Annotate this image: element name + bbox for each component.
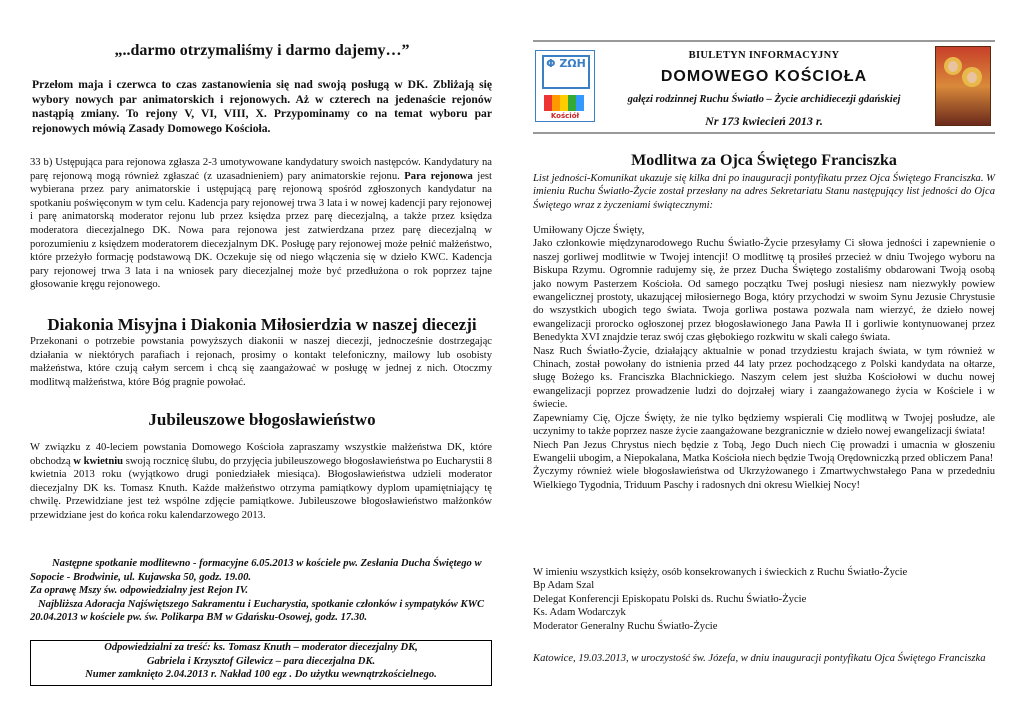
jubileusz-heading: Jubileuszowe błogosławieństwo (148, 410, 376, 429)
prayer-heading: Modlitwa za Ojca Świętego Franciszka (631, 152, 897, 169)
signature-line: Bp Adam Szal (533, 580, 595, 592)
letter-paragraph: Niech Pan Jezus Chrystus niech będzie z Tobą, Jego Duch niech Cię prowadzi i umacnia w głoszeniu Ewangelii ubogim, a Niepokalana, Matka Kościoła niech będzie Twoją Orędowniczką przed obliczem Pana! (533, 439, 995, 464)
editorial-footer (30, 640, 492, 686)
letter-body (533, 224, 995, 492)
footer-closing: Numer zamknięto 2.04.2013 r. Nakład 100 egz . Do użytku wewnątrzkościelnego. (85, 669, 437, 681)
letter-signatures (533, 566, 995, 633)
rule-text-b: jest wybierana przez pary animatorskie i ustępującą parę rejonową spośród zgłoszonych kandydatur na spotkaniu poświęconym w tym celu. Kadencja pary rejonowej trwa 3 lata i w nowej kadencji pary rejonowej i parę animatorską moderator rejonu lub przez księdza przez parę diecezjalną, a także przez księdza moderatora diecezjalnego DK. Nowa para rejonowa jest zatwierdzana przez parę diecezjalną w porozumieniu z księdzem moderatorem diecezjalnym DK. Posługę pary rejonowej może pełnić małżeństwo, które przeżyło formację podstawową DK. Oczekuje się od niego włączenia się w dzieło KWC. Kadencja pary rejonowej trwa 3 lata i na wniosek pary diecezjalnej może być przedłużona o rok poprzez tajne głosowanie kręgu rejonowego. (30, 170, 492, 291)
rule-number: 33 b) (30, 157, 53, 168)
footer-couple: Gabriela i Krzysztof Gilewicz – para diecezjalna DK. (146, 655, 376, 667)
issue-number: Nr 173 kwiecień 2013 r. (705, 114, 823, 128)
letter-paragraph: Zapewniamy Cię, Ojcze Święty, że nie tylko będziemy wspierali Cię modlitwą w Twojej posłudze, ale uczynimy to także poprzez nasze życie zaangażowane bezgranicznie w dzieło nowej ewangelizacji świata! (533, 412, 995, 438)
announcement-mass: Za oprawę Mszy św. odpowiedzialny jest Rejon IV. (30, 585, 249, 597)
right-column (533, 0, 995, 724)
bulletin-subtitle: gałęzi rodzinnej Ruchu Światło – Życie archidiecezji gdańskiej (627, 94, 901, 105)
prayer-intro: List jedności-Komunikat ukazuje się kilka dni po inauguracji pontyfikatu przez Ojca Świętego Franciszka. W imieniu Ruchu Światło-Życie został przesłany na adres Sekretariatu Stanu następujący list jedności do Ojca Świętego wraz z życzeniami świątecznymi: (533, 173, 995, 211)
logo-caption: Kościół (550, 112, 580, 120)
letter-paragraph: Życzymy również wiele błogosławieństwa od Ukrzyżowanego i Zmartwychwstałego Pana w przededniu Wielkiego Tygodnia, Triduum Paschy i radosnych dni okresu Wielkiej Nocy! (533, 466, 995, 491)
left-column (28, 0, 496, 724)
letter-paragraph: Jako członkowie międzynarodowego Ruchu Światło-Życie przesyłamy Ci słowa jedności i zapewnienie o naszej gorliwej modlitwie w Twojej intencji! O modlitwę tą prosiłeś przecież w dniu Twojego wyboru na Biskupa Rzymu. Ogromnie radujemy się, że przez Ducha Świętego zostaliśmy obdarowani Twoją osobą jako nowym Pasterzem Kościoła. Od samego początku Twej posługi niesiesz nam niezwykły powiew ewangelicznej prostoty, ukazującej miłosiernego Boga, który przychodzi w swoim Synu Jezusie Chrystusie do wszystkich ubogich tego świata. Twoja gorliwa postawa pozwala nam wierzyć, że dzieło nowej ewangelizacji prorocko ogłoszonej przez błogosławionego Jana Pawła II i gorliwie kontynuowanej przez Benedykta XVI znajdzie teraz swój czas głębokiego rozkwitu w skali całego świata. (533, 238, 995, 344)
signature-line: Moderator Generalny Ruchu Światło-Życie (533, 620, 718, 632)
announcements (30, 557, 492, 625)
rule-text-a: Ustępująca para rejonowa zgłasza 2-3 umotywowane kandydatury swoich następców. Kandydatury na parę rejonową mogą również zgłaszać (z uzasadnieniem) pary animatorskie rejonu. (30, 157, 492, 182)
announcement-meeting: Następne spotkanie modlitewno - formacyjne 6.05.2013 w kościele pw. Zesłania Ducha Świętego w Sopocie - Brodwinie, ul. Kujawska 50, godz. 19.00. (30, 558, 482, 583)
letter-salutation: Umiłowany Ojcze Święty, (533, 225, 645, 236)
letter-date: Katowice, 19.03.2013, w uroczystość św. Józefa, w dniu inauguracji pontyfikatu Ojca Świętego Franciszka (533, 653, 986, 664)
bulletin-label: BIULETYN INFORMACYJNY (688, 50, 840, 61)
announcement-adoration: Najbliższa Adoracja Najświętszego Sakramentu i Eucharystia, spotkanie członków i sympatyków KWC 20.04.2013 w kościele pw. św. Polikarpa BM w Gdańsku-Osowej, godz. 17.30. (30, 598, 485, 624)
letter-paragraph: Nasz Ruch Światło-Życie, działający aktualnie w ponad trzydziestu krajach świata, w tym również w Chinach, został powołany do istnienia przed 44 laty przez pochodzącego z Polski kandydata na ołtarze, sługę Bożego ks. Franciszka Blachnickiego. Naszym celem jest służba Kościołowi w duchu nowej ewangelizacji poprzez prowadzenie ludzi do dojrzałej wiary i zaangażowanego życia w Kościele i w świecie. (533, 345, 995, 411)
diakonia-heading: Diakonia Misyjna i Diakonia Miłosierdzia w naszej diecezji (47, 315, 477, 334)
rules-paragraph (30, 156, 492, 292)
jubileusz-text-a: W związku z 40-leciem powstania Domowego Kościoła zapraszamy wszystkie małżeństwa DK, które obchodzą (30, 442, 492, 467)
signature-line: W imieniu wszystkich księży, osób konsekrowanych i świeckich z Ruchu Światło-Życie (533, 567, 908, 578)
logo-emblem: Φ ΖΩΗ (542, 55, 590, 89)
signature-line: Delegat Konferencji Episkopatu Polski ds. Ruchu Światło-Życie (533, 593, 807, 605)
footer-responsible: Odpowiedzialni za treść: ks. Tomasz Knuth – moderator diecezjalny DK, (104, 642, 418, 653)
jubileusz-bold: w kwietniu (73, 455, 124, 467)
left-page-title: „..darmo otrzymaliśmy i darmo dajemy…” (114, 42, 410, 59)
intro-paragraph: Przełom maja i czerwca to czas zastanowienia się nad swoją posługą w DK. Zbliżają się wybory nowych par animatorskich i rejonowych. Aż w czterech na jedenaście rejonów nastąpią zmiany. To rejony V, VI, VIII, X. Przypominamy co na temat wyboru par rejonowych mówią Zasady Domowego Kościoła. (32, 78, 492, 135)
jubileusz-paragraph (30, 441, 492, 523)
rule-bold: Para rejonowa (404, 170, 473, 182)
diakonia-paragraph: Przekonani o potrzebie powstania powyższych diakonii w naszej diecezji, jednocześnie dostrzegając działania w niektórych parafiach i rejonach, prosimy o kontakt telefoniczny, mailowy lub osobisty małżeństwa, które czują całym sercem i chcą się zaangażować w posługę w jednej z nich. Otoczmy modlitwą małżeństwa, które Bóg pragnie powołać. (30, 336, 492, 388)
bulletin-title: DOMOWEGO KOŚCIOŁA (660, 68, 868, 85)
jubileusz-text-b: swoją rocznicę ślubu, do przyjęcia jubileuszowego błogosławieństwa po Eucharystii 8 kwietnia 2013 roku (wyjątkowo drugi poniedziałek miesiąca). Błogosławieństwa udzieli moderator diecezjalny DK ks. Tomasz Knuth. Każde małżeństwo otrzyma pamiątkowy dyplom upamiętniający tę chwilę. Przewidziane jest też wspólne zdjęcie pamiątkowe. Jubileuszowe błogosławieństwo małżonków przewidziane jest do końca roku kalendarzowego 2013. (30, 455, 492, 521)
signature-line: Ks. Adam Wodarczyk (533, 607, 626, 619)
